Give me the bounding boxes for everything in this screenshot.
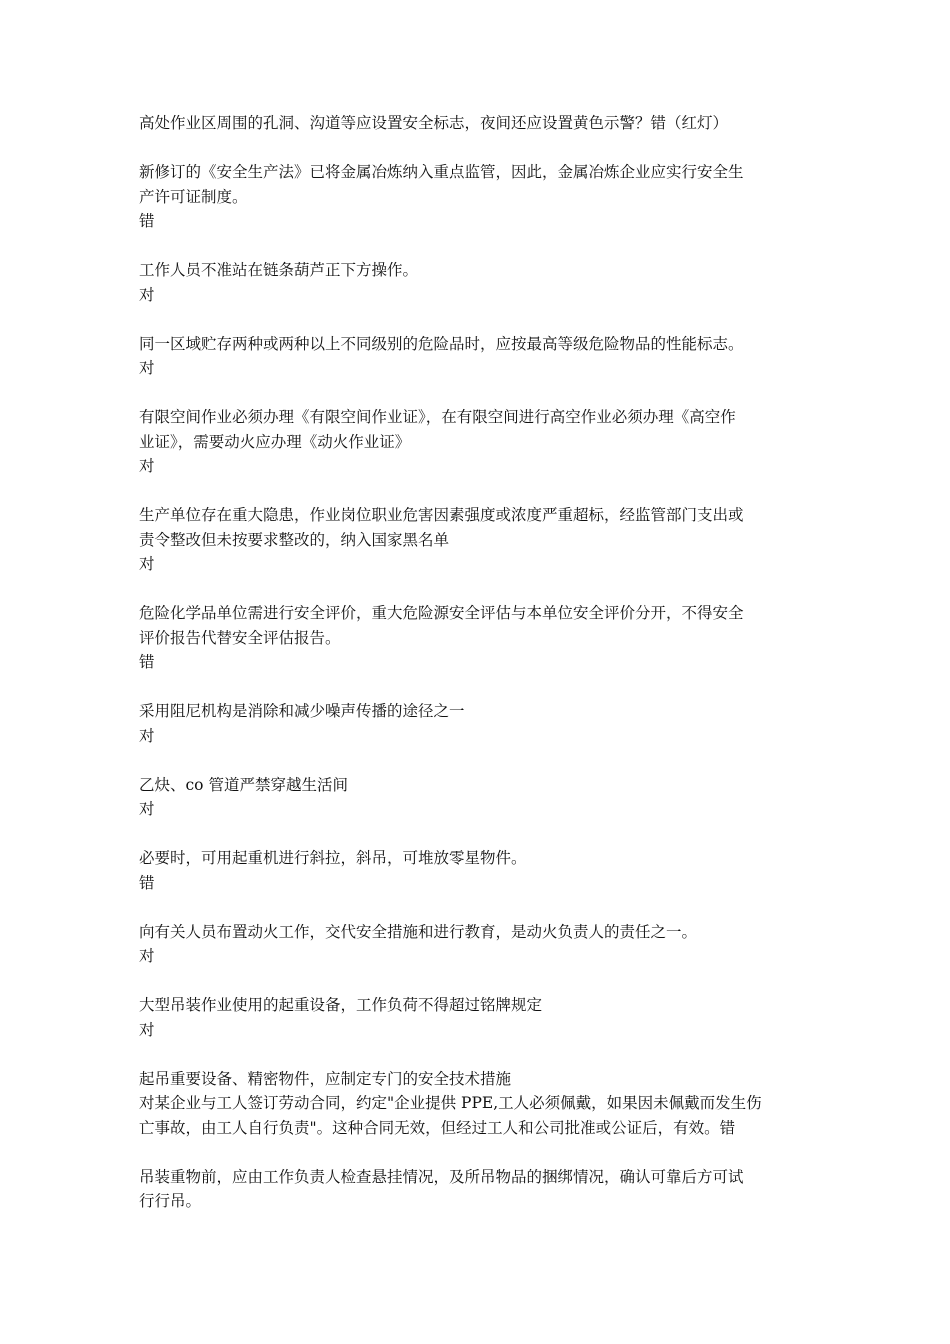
blank-line [139,895,819,920]
blank-line [139,307,819,332]
blank-line [139,1140,819,1165]
text-line: 向有关人员布置动火工作，交代安全措施和进行教育，是动火负责人的责任之一。 [139,922,698,941]
answer-line: 对 [139,457,155,475]
answer-line: 对 [139,726,155,745]
text-line: 大型吊装作业使用的起重设备，工作负荷不得超过铭牌规定 [139,996,543,1014]
text-line: 起吊重要设备、精密物件，应制定专门的安全技术措施 [139,1069,512,1088]
text-line: 工作人员不准站在链条葫芦正下方操作。 [139,261,419,279]
text-line: 亡事故，由工人自行负责"。这种合同无效，但经过工人和公司批准或公证后，有效。错 [139,1118,736,1137]
blank-line [139,136,819,161]
blank-line [139,1042,819,1067]
blank-line [139,675,819,700]
document-body [139,111,819,1214]
text-line: 行行吊。 [139,1192,202,1210]
text-line: 同一区域贮存两种或两种以上不同级别的危险品时，应按最高等级危险物品的性能标志。 [139,334,744,353]
text-line: 产许可证制度。 [139,187,248,206]
text-line: 生产单位存在重大隐患，作业岗位职业危害因素强度或浓度严重超标，经监管部门支出或 [139,506,744,524]
blank-line [139,381,819,406]
blank-line [139,479,819,504]
text-line: 业证》，需要动火应办理《动火作业证》 [139,432,411,451]
text-line: 必要时，可用起重机进行斜拉，斜吊，可堆放零星物件。 [139,849,527,867]
blank-line [139,748,819,773]
text-line: 危险化学品单位需进行安全评价，重大危险源安全评估与本单位安全评价分开，不得安全 [139,604,744,622]
text-line: 吊装重物前，应由工作负责人检查悬挂情况，及所吊物品的捆绑情况，确认可靠后方可试 [139,1167,744,1186]
answer-line: 错 [139,653,155,671]
answer-line: 错 [139,212,155,230]
blank-line [139,577,819,602]
text-line: 高处作业区周围的孔洞、沟道等应设置安全标志，夜间还应设置黄色示警？错（红灯） [139,114,729,132]
text-line: 乙炔、co 管道严禁穿越生活间 [139,775,348,794]
answer-line: 对 [139,359,155,377]
answer-line: 错 [139,873,155,892]
answer-line: 对 [139,947,155,965]
text-line: 采用阻尼机构是消除和减少噪声传播的途径之一 [139,702,465,720]
answer-line: 对 [139,1020,155,1039]
answer-line: 对 [139,285,155,304]
blank-line [139,234,819,259]
blank-line [139,822,819,847]
text-line: 评价报告代替安全评估报告。 [139,628,341,647]
blank-line [139,969,819,994]
text-line: 责令整改但未按要求整改的，纳入国家黑名单 [139,530,450,549]
answer-line: 对 [139,555,155,573]
text-line: 对某企业与工人签订劳动合同，约定"企业提供 PPE,工人必须佩戴，如果因未佩戴而发生伤 [139,1094,762,1112]
text-line: 新修订的《安全生产法》已将金属冶炼纳入重点监管，因此，金属冶炼企业应实行安全生 [139,163,744,181]
answer-line: 对 [139,800,155,818]
text-line: 有限空间作业必须办理《有限空间作业证》，在有限空间进行高空作业必须办理《高空作 [139,408,736,426]
